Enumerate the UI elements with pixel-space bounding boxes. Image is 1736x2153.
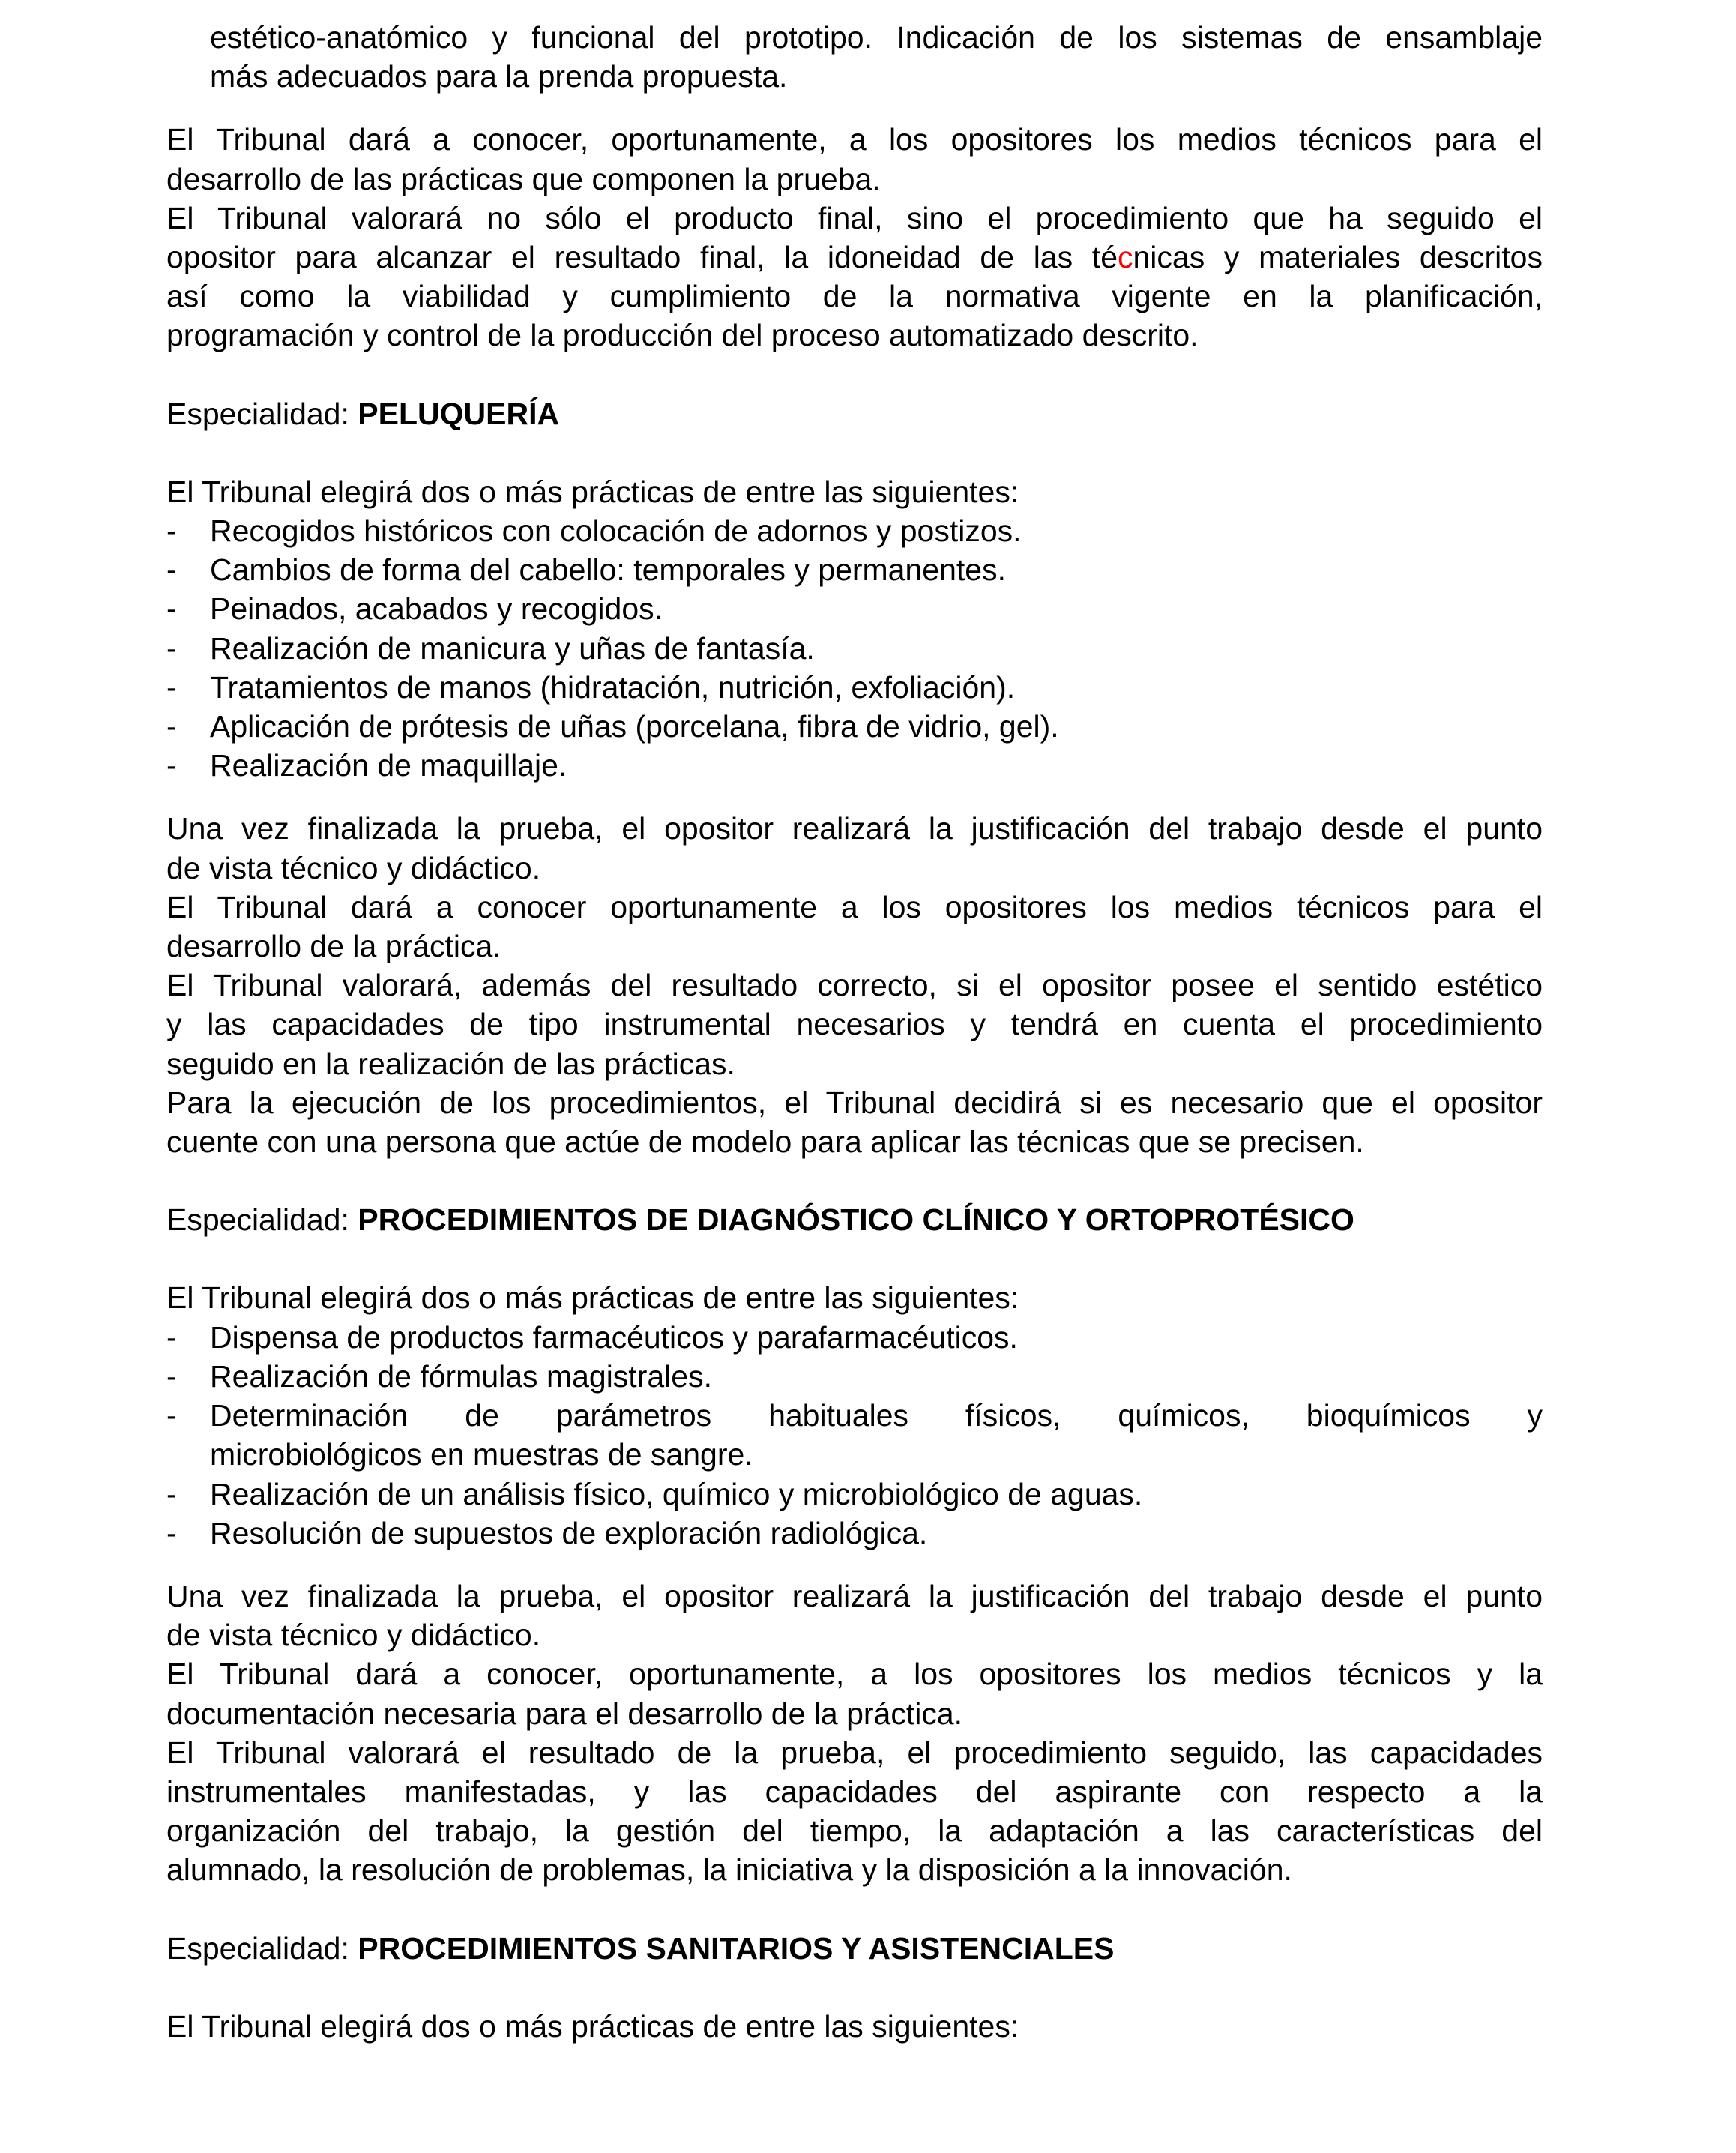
list-item (166, 629, 1543, 668)
specialty-name: PROCEDIMIENTOS SANITARIOS Y ASISTENCIALES (358, 1930, 1115, 1966)
specialty-heading (166, 1929, 1543, 1968)
list-item (166, 1514, 1543, 1553)
paragraph-line: El Tribunal valorará no sólo el producto final, sino el procedimiento que ha seguido el (166, 200, 1543, 235)
list-item (166, 550, 1543, 589)
list-item (166, 1396, 1543, 1435)
list-item (166, 1475, 1543, 1514)
paragraph-line: así como la viabilidad y cumplimiento de la normativa vigente en la planificación, (166, 279, 1543, 314)
bullet-dash: - (166, 630, 177, 666)
list-item-continuation: microbiológicos en muestras de sangre. (210, 1437, 753, 1472)
list-item (166, 746, 1543, 785)
list-item (166, 668, 1543, 707)
paragraph-line: El Tribunal valorará el resultado de la prueba, el procedimiento seguido, las capacidades (166, 1735, 1543, 1770)
paragraph-line: documentación necesaria para el desarrollo de la práctica. (166, 1696, 963, 1731)
specialty-label: Especialidad: (166, 1202, 349, 1238)
list-item (166, 511, 1543, 550)
paragraph-line: El Tribunal dará a conocer, oportunamente, a los opositores los medios técnicos y la (166, 1657, 1543, 1692)
specialty-heading (166, 1200, 1543, 1239)
list-item-text: Resolución de supuestos de exploración radiológica. (210, 1515, 928, 1550)
specialty-name: PELUQUERÍA (358, 396, 560, 431)
list-item-text: Peinados, acabados y recogidos. (210, 591, 663, 627)
paragraph-line: Una vez finalizada la prueba, el opositor realizará la justificación del trabajo desde el punto (166, 811, 1543, 846)
intro-line: El Tribunal elegirá dos o más prácticas de entre las siguientes: (166, 1280, 1019, 1316)
paragraph-line: programación y control de la producción del proceso automatizado descrito. (166, 318, 1199, 353)
list-item-text: Realización de maquillaje. (210, 748, 567, 783)
document-page (166, 18, 1543, 2046)
text: nicas y materiales descritos (1133, 240, 1543, 275)
specialty-name: PROCEDIMIENTOS DE DIAGNÓSTICO CLÍNICO Y ORTOPROTÉSICO (358, 1202, 1354, 1238)
text: opositor para alcanzar el resultado final, la idoneidad de las té (166, 240, 1118, 275)
list-item (166, 1357, 1543, 1396)
paragraph-line: Para la ejecución de los procedimientos, el Tribunal decidirá si es necesario que el opositor (166, 1085, 1543, 1120)
bullet-dash: - (166, 1319, 177, 1355)
list-item-text: Dispensa de productos farmacéuticos y parafarmacéuticos. (210, 1319, 1018, 1355)
bullet-dash: - (166, 1515, 177, 1550)
list-item-text: Realización de un análisis físico, químico y microbiológico de aguas. (210, 1476, 1143, 1511)
continuation-line: más adecuados para la prenda propuesta. (210, 59, 788, 94)
paragraph-line: El Tribunal valorará, además del resultado correcto, si el opositor posee el sentido estético (166, 968, 1543, 1003)
paragraph-line: cuente con una persona que actúe de modelo para aplicar las técnicas que se precisen. (166, 1124, 1364, 1160)
bullet-dash: - (166, 709, 177, 744)
paragraph-line: Una vez finalizada la prueba, el opositor realizará la justificación del trabajo desde el punto (166, 1578, 1543, 1613)
paragraph-line: desarrollo de la práctica. (166, 929, 501, 964)
paragraph-line: y las capacidades de tipo instrumental necesarios y tendrá en cuenta el procedimiento (166, 1007, 1543, 1042)
bullet-dash: - (166, 1476, 177, 1511)
paragraph-line: alumnado, la resolución de problemas, la iniciativa y la disposición a la innovación. (166, 1852, 1292, 1888)
specialty-label: Especialidad: (166, 1930, 349, 1966)
paragraph-line: El Tribunal dará a conocer, oportunamente, a los opositores los medios técnicos para el (166, 122, 1543, 157)
paragraph-line: de vista técnico y didáctico. (166, 850, 541, 885)
bullet-dash: - (166, 591, 177, 627)
list-item-text: Cambios de forma del cabello: temporales y permanentes. (210, 552, 1006, 588)
list-item-text: Determinación de parámetros habituales físicos, químicos, bioquímicos y (210, 1398, 1543, 1433)
paragraph-line: de vista técnico y didáctico. (166, 1618, 541, 1653)
continuation-line: estético-anatómico y funcional del prototipo. Indicación de los sistemas de ensamblaje (210, 20, 1543, 55)
paragraph-line (166, 238, 1543, 277)
list-item (166, 1318, 1543, 1357)
intro-line: El Tribunal elegirá dos o más prácticas de entre las siguientes: (166, 2008, 1019, 2044)
list-item-text: Recogidos históricos con colocación de adornos y postizos. (210, 514, 1022, 549)
list-item-text: Realización de manicura y uñas de fantasía. (210, 630, 815, 666)
paragraph-line: seguido en la realización de las prácticas. (166, 1046, 735, 1081)
list-item (166, 589, 1543, 628)
paragraph-line: instrumentales manifestadas, y las capacidades del aspirante con respecto a la (166, 1774, 1543, 1809)
list-item-text: Tratamientos de manos (hidratación, nutrición, exfoliación). (210, 669, 1016, 705)
list-item-text: Realización de fórmulas magistrales. (210, 1358, 712, 1394)
bullet-dash: - (166, 552, 177, 588)
paragraph-line: El Tribunal dará a conocer oportunamente a los opositores los medios técnicos para el (166, 889, 1543, 924)
highlighted-char: c (1118, 240, 1133, 275)
list-item (166, 707, 1543, 746)
bullet-dash: - (166, 748, 177, 783)
bullet-dash: - (166, 1398, 177, 1433)
specialty-label: Especialidad: (166, 396, 349, 431)
paragraph-line: desarrollo de las prácticas que componen la prueba. (166, 161, 881, 196)
list-item-text: Aplicación de prótesis de uñas (porcelana, fibra de vidrio, gel). (210, 709, 1059, 744)
bullet-dash: - (166, 1358, 177, 1394)
intro-line: El Tribunal elegirá dos o más prácticas de entre las siguientes: (166, 474, 1019, 509)
bullet-dash: - (166, 669, 177, 705)
specialty-heading (166, 394, 1543, 433)
bullet-dash: - (166, 514, 177, 549)
paragraph-line: organización del trabajo, la gestión del tiempo, la adaptación a las características del (166, 1813, 1543, 1849)
